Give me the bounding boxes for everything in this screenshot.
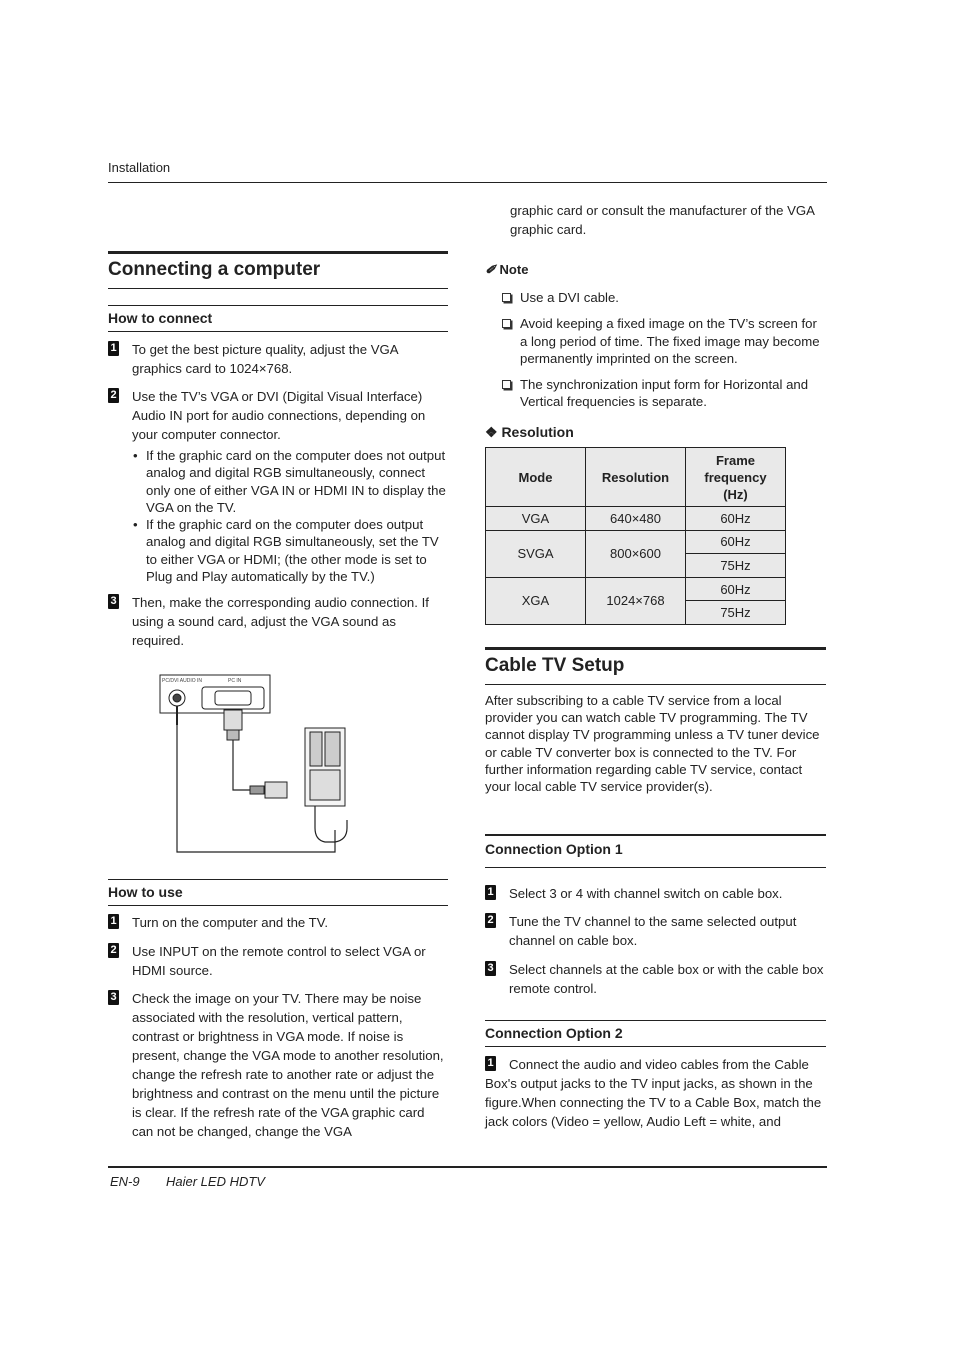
option2-step-1 [485, 1055, 826, 1131]
use-step-2 [108, 942, 448, 980]
cable-intro: After subscribing to a cable TV service from a local provider you can watch cable TV programming. The TV cannot display TV programming unless a TV tuner device or cable TV converter box is connected to the TV. For further information regarding cable TV service, contact your local cable TV service provider(s). [485, 693, 820, 795]
connection-option-1 [485, 834, 826, 868]
table-cell: SVGA [486, 530, 586, 577]
how-to-connect [108, 305, 448, 332]
step-number: 1 [485, 1056, 496, 1071]
step-text: Then, make the corresponding audio connection. If using a sound card, adjust the VGA sound as required. [132, 595, 429, 648]
resolution-table [485, 447, 786, 625]
footer-title: Haier LED HDTV [166, 1174, 265, 1189]
checkbox-icon [502, 380, 511, 389]
table-cell: 60Hz [686, 507, 786, 531]
running-header: Installation [108, 160, 171, 175]
resolution-block [485, 424, 826, 625]
how-to-use [108, 879, 448, 906]
table-cell: XGA [486, 577, 586, 624]
pc-connection-diagram [155, 670, 360, 860]
option1-step-3 [485, 960, 826, 998]
step-text: Connect the audio and video cables from the Cable Box's output jacks to the TV input jacks, as shown in the figure.When connecting the TV to a Cable Box, match the jack colors (Video = yellow, Audio Left = white, and [485, 1057, 822, 1129]
step-text: Turn on the computer and the TV. [132, 915, 328, 930]
table-header: Mode [486, 448, 586, 507]
subsection-title: How to connect [108, 305, 448, 332]
table-cell: 60Hz [686, 577, 786, 601]
step-number: 3 [108, 990, 119, 1005]
table-cell: 60Hz [686, 530, 786, 554]
note-item: The synchronization input form for Horizontal and Vertical frequencies is separate. [502, 376, 826, 411]
section-title: Cable TV Setup [485, 647, 826, 685]
table-header-row [486, 448, 786, 507]
step-number: 3 [108, 594, 119, 609]
table-cell: 75Hz [686, 554, 786, 578]
table-cell: 640×480 [586, 507, 686, 531]
table-row [486, 530, 786, 554]
table-row [486, 577, 786, 601]
step-number: 1 [485, 885, 496, 900]
table-cell: VGA [486, 507, 586, 531]
subsection-title: Connection Option 2 [485, 1020, 826, 1047]
bullet-list [108, 447, 448, 585]
option1-step-1 [485, 884, 826, 903]
footer-rule [108, 1166, 827, 1168]
checkbox-icon [502, 319, 511, 328]
option1-step-2 [485, 912, 826, 950]
subsection-title: How to use [108, 879, 448, 906]
use-step-3 [108, 989, 448, 1141]
table-header: Resolution [586, 448, 686, 507]
connect-step-3 [108, 593, 448, 650]
step-text: Select channels at the cable box or with the cable box remote control. [509, 962, 824, 996]
page-number: EN-9 [110, 1174, 140, 1189]
port-label-pc: PC IN [228, 678, 242, 684]
step-number: 3 [485, 961, 496, 976]
resolution-title: ❖ Resolution [485, 424, 574, 440]
step-text: Tune the TV channel to the same selected output channel on cable box. [509, 914, 797, 948]
cable-section [485, 647, 826, 685]
connecting-section [108, 251, 448, 289]
step-text: Select 3 or 4 with channel switch on cable box. [509, 886, 783, 901]
port-label-audio: PC/DVI AUDIO IN [162, 678, 203, 684]
note-icon: ✐ [485, 262, 496, 277]
table-cell: 75Hz [686, 601, 786, 625]
step-text: Use the TV’s VGA or DVI (Digital Visual Interface) Audio IN port for audio connections, depending on your computer connector. [132, 389, 426, 442]
table-cell: 800×600 [586, 530, 686, 577]
subsection-title: Connection Option 1 [485, 834, 826, 868]
step-number: 1 [108, 914, 119, 929]
table-row [486, 507, 786, 531]
table-header: Frame frequency (Hz) [686, 448, 786, 507]
note-item: Use a DVI cable. [502, 289, 826, 306]
step-number: 2 [485, 913, 496, 928]
step-number: 2 [108, 943, 119, 958]
step-text: To get the best picture quality, adjust the VGA graphics card to 1024×768. [132, 342, 398, 376]
section-title: Connecting a computer [108, 251, 448, 289]
note-list [485, 289, 826, 411]
step-text: Use INPUT on the remote control to select VGA or HDMI source. [132, 944, 426, 978]
step-text: Check the image on your TV. There may be noise associated with the resolution, vertical pattern, contrast or brightness in VGA mode. If noise is present, change the VGA mode to another resolution, change the refresh rate to another rate or adjust the brightness and contrast on the menu until the picture is clear. If the refresh rate of the VGA graphic card can not be changed, change the VGA [132, 991, 444, 1139]
note-block [485, 261, 826, 411]
note-item: Avoid keeping a fixed image on the TV’s screen for a long period of time. The fixed image may become permanently imprinted on the screen. [502, 315, 826, 367]
connect-step-2 [108, 387, 448, 585]
table-cell: 1024×768 [586, 577, 686, 624]
bullet-item: • If the graphic card on the computer does not output analog and digital RGB simultaneously, connect only one of either VGA IN or HDMI IN to display the VGA on the TV. [132, 447, 448, 516]
step-number: 2 [108, 388, 119, 403]
note-title: Note [499, 262, 529, 277]
step-number: 1 [108, 341, 119, 356]
connect-step-1 [108, 340, 448, 378]
connection-option-2 [485, 1020, 826, 1047]
checkbox-icon [502, 293, 511, 302]
bullet-item: • If the graphic card on the computer does output analog and digital RGB simultaneously, set the TV to either VGA or HDMI; (the other mode is set to Plug and Play automatically by the TV.) [132, 516, 448, 585]
use-step-1 [108, 913, 448, 932]
header-rule [108, 182, 827, 183]
continued-text: graphic card or consult the manufacturer of the VGA graphic card. [510, 203, 815, 237]
